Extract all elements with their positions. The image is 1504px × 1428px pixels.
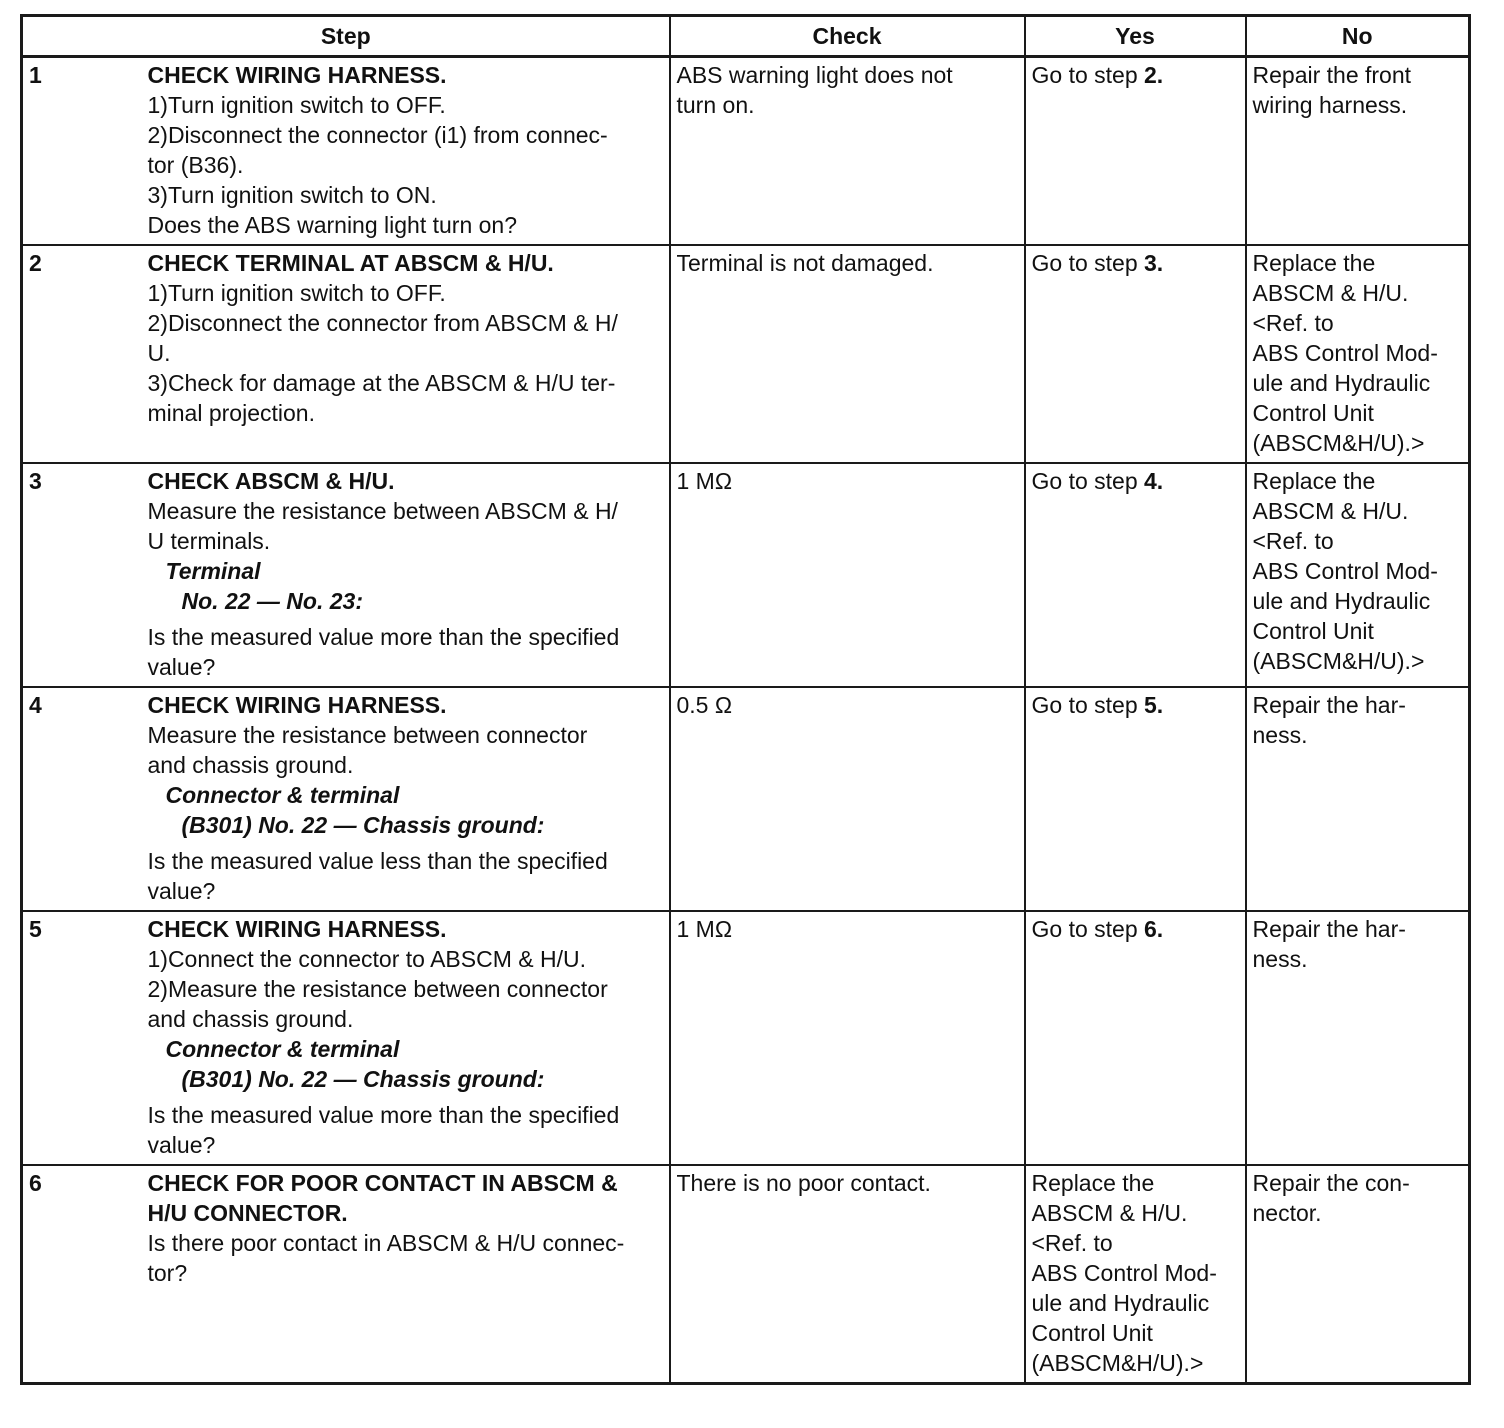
no-text: wiring harness. bbox=[1252, 92, 1408, 118]
no-text: Repair the front bbox=[1252, 62, 1412, 88]
yes-text: Go to step bbox=[1031, 468, 1145, 494]
spec-label: Connector & terminal bbox=[165, 782, 400, 808]
step-instruction: Measure the resistance between ABSCM & H/ bbox=[147, 498, 618, 524]
yes-text: ABS Control Mod- bbox=[1031, 1260, 1217, 1286]
step-title: CHECK TERMINAL AT ABSCM & H/U. bbox=[147, 250, 554, 276]
yes-text: Replace the bbox=[1031, 1170, 1155, 1196]
step-number: 4 bbox=[22, 687, 146, 911]
table-row bbox=[22, 57, 1470, 246]
step-instruction: 1)Turn ignition switch to OFF. bbox=[147, 280, 446, 306]
step-title: CHECK WIRING HARNESS. bbox=[147, 62, 447, 88]
yes-step-ref: 2. bbox=[1144, 62, 1164, 88]
no-cell bbox=[1246, 57, 1470, 246]
yes-text: Go to step bbox=[1031, 250, 1145, 276]
spec-value: (B301) No. 22 — Chassis ground: bbox=[181, 812, 545, 838]
header-row bbox=[22, 16, 1470, 57]
table-row bbox=[22, 245, 1470, 463]
no-text: ABS Control Mod- bbox=[1252, 558, 1438, 584]
check-text: 0.5 Ω bbox=[676, 692, 733, 718]
step-number: 6 bbox=[22, 1165, 146, 1384]
step-instruction: 1)Connect the connector to ABSCM & H/U. bbox=[147, 946, 586, 972]
step-number: 3 bbox=[22, 463, 146, 687]
spec-label: Terminal bbox=[165, 558, 261, 584]
check-column-header: Check bbox=[670, 16, 1025, 57]
no-text: Repair the har- bbox=[1252, 916, 1406, 942]
no-text: ABSCM & H/U. bbox=[1252, 280, 1409, 306]
step-number: 1 bbox=[22, 57, 146, 246]
yes-cell bbox=[1025, 1165, 1246, 1384]
step-instruction: 2)Disconnect the connector from ABSCM & H/ bbox=[147, 310, 618, 336]
check-text: 1 MΩ bbox=[676, 916, 733, 942]
no-text: Control Unit bbox=[1252, 400, 1374, 426]
step-title: CHECK WIRING HARNESS. bbox=[147, 692, 447, 718]
check-cell bbox=[670, 245, 1025, 463]
step-question: value? bbox=[147, 878, 216, 904]
no-cell bbox=[1246, 911, 1470, 1165]
no-cell bbox=[1246, 687, 1470, 911]
yes-text: Go to step bbox=[1031, 692, 1145, 718]
no-text: <Ref. to bbox=[1252, 528, 1334, 554]
step-instruction: 3)Check for damage at the ABSCM & H/U ter- bbox=[147, 370, 616, 396]
step-question: Is the measured value more than the specified bbox=[147, 1102, 620, 1128]
no-cell bbox=[1246, 245, 1470, 463]
step-instruction: Is there poor contact in ABSCM & H/U connec- bbox=[147, 1230, 625, 1256]
no-text: <Ref. to bbox=[1252, 310, 1334, 336]
step-number: 5 bbox=[22, 911, 146, 1165]
no-cell bbox=[1246, 463, 1470, 687]
check-cell bbox=[670, 687, 1025, 911]
step-instruction: minal projection. bbox=[147, 400, 315, 426]
table-row bbox=[22, 1165, 1470, 1384]
step-instruction: tor? bbox=[147, 1260, 188, 1286]
step-title: CHECK WIRING HARNESS. bbox=[147, 916, 447, 942]
no-text: nector. bbox=[1252, 1200, 1322, 1226]
yes-text: Control Unit bbox=[1031, 1320, 1153, 1346]
step-description bbox=[146, 1165, 670, 1384]
step-instruction: 1)Turn ignition switch to OFF. bbox=[147, 92, 446, 118]
step-description bbox=[146, 911, 670, 1165]
check-text: There is no poor contact. bbox=[676, 1170, 931, 1196]
no-text: Replace the bbox=[1252, 468, 1376, 494]
no-text: Control Unit bbox=[1252, 618, 1374, 644]
step-instruction: Does the ABS warning light turn on? bbox=[147, 212, 518, 238]
no-text: (ABSCM&H/U).> bbox=[1252, 430, 1425, 456]
step-column-header: Step bbox=[22, 16, 670, 57]
no-text: ule and Hydraulic bbox=[1252, 588, 1431, 614]
yes-text: (ABSCM&H/U).> bbox=[1031, 1350, 1204, 1376]
spec-value: No. 22 — No. 23: bbox=[181, 588, 363, 614]
no-cell bbox=[1246, 1165, 1470, 1384]
yes-text: Go to step bbox=[1031, 62, 1145, 88]
step-instruction: 2)Measure the resistance between connector bbox=[147, 976, 608, 1002]
step-instruction: U. bbox=[147, 340, 171, 366]
table-row bbox=[22, 463, 1470, 687]
yes-step-ref: 3. bbox=[1144, 250, 1164, 276]
step-title: CHECK FOR POOR CONTACT IN ABSCM & H/U CONNECTOR. bbox=[147, 1170, 618, 1226]
diagnostic-procedure-table bbox=[20, 14, 1471, 1385]
step-description bbox=[146, 687, 670, 911]
yes-cell bbox=[1025, 911, 1246, 1165]
step-instruction: and chassis ground. bbox=[147, 1006, 354, 1032]
yes-text: ABSCM & H/U. bbox=[1031, 1200, 1188, 1226]
no-text: ABS Control Mod- bbox=[1252, 340, 1438, 366]
no-text: ule and Hydraulic bbox=[1252, 370, 1431, 396]
yes-step-ref: 4. bbox=[1144, 468, 1164, 494]
step-question: Is the measured value more than the specified bbox=[147, 624, 620, 650]
no-column-header: No bbox=[1246, 16, 1470, 57]
check-cell bbox=[670, 911, 1025, 1165]
yes-cell bbox=[1025, 57, 1246, 246]
no-text: Repair the con- bbox=[1252, 1170, 1410, 1196]
no-text: ABSCM & H/U. bbox=[1252, 498, 1409, 524]
step-question: Is the measured value less than the specified bbox=[147, 848, 608, 874]
yes-cell bbox=[1025, 687, 1246, 911]
yes-text: ule and Hydraulic bbox=[1031, 1290, 1210, 1316]
table-row bbox=[22, 911, 1470, 1165]
check-cell bbox=[670, 57, 1025, 246]
step-instruction: and chassis ground. bbox=[147, 752, 354, 778]
step-instruction: 2)Disconnect the connector (i1) from connec- bbox=[147, 122, 608, 148]
check-text: 1 MΩ bbox=[676, 468, 733, 494]
step-instruction: U terminals. bbox=[147, 528, 271, 554]
no-text: Replace the bbox=[1252, 250, 1376, 276]
yes-column-header: Yes bbox=[1025, 16, 1246, 57]
spec-label: Connector & terminal bbox=[165, 1036, 400, 1062]
yes-cell bbox=[1025, 463, 1246, 687]
step-instruction: tor (B36). bbox=[147, 152, 244, 178]
step-number: 2 bbox=[22, 245, 146, 463]
step-instruction: 3)Turn ignition switch to ON. bbox=[147, 182, 437, 208]
yes-cell bbox=[1025, 245, 1246, 463]
yes-step-ref: 5. bbox=[1144, 692, 1164, 718]
no-text: (ABSCM&H/U).> bbox=[1252, 648, 1425, 674]
spec-value: (B301) No. 22 — Chassis ground: bbox=[181, 1066, 545, 1092]
step-title: CHECK ABSCM & H/U. bbox=[147, 468, 395, 494]
step-instruction: Measure the resistance between connector bbox=[147, 722, 588, 748]
table-row bbox=[22, 687, 1470, 911]
yes-step-ref: 6. bbox=[1144, 916, 1164, 942]
check-cell bbox=[670, 1165, 1025, 1384]
no-text: ness. bbox=[1252, 722, 1308, 748]
step-description bbox=[146, 57, 670, 246]
step-description bbox=[146, 245, 670, 463]
step-description bbox=[146, 463, 670, 687]
no-text: Repair the har- bbox=[1252, 692, 1406, 718]
check-cell bbox=[670, 463, 1025, 687]
yes-text: Go to step bbox=[1031, 916, 1145, 942]
step-question: value? bbox=[147, 654, 216, 680]
step-question: value? bbox=[147, 1132, 216, 1158]
check-text: ABS warning light does not bbox=[676, 62, 953, 88]
no-text: ness. bbox=[1252, 946, 1308, 972]
check-text: Terminal is not damaged. bbox=[676, 250, 934, 276]
yes-text: <Ref. to bbox=[1031, 1230, 1113, 1256]
check-text: turn on. bbox=[676, 92, 755, 118]
